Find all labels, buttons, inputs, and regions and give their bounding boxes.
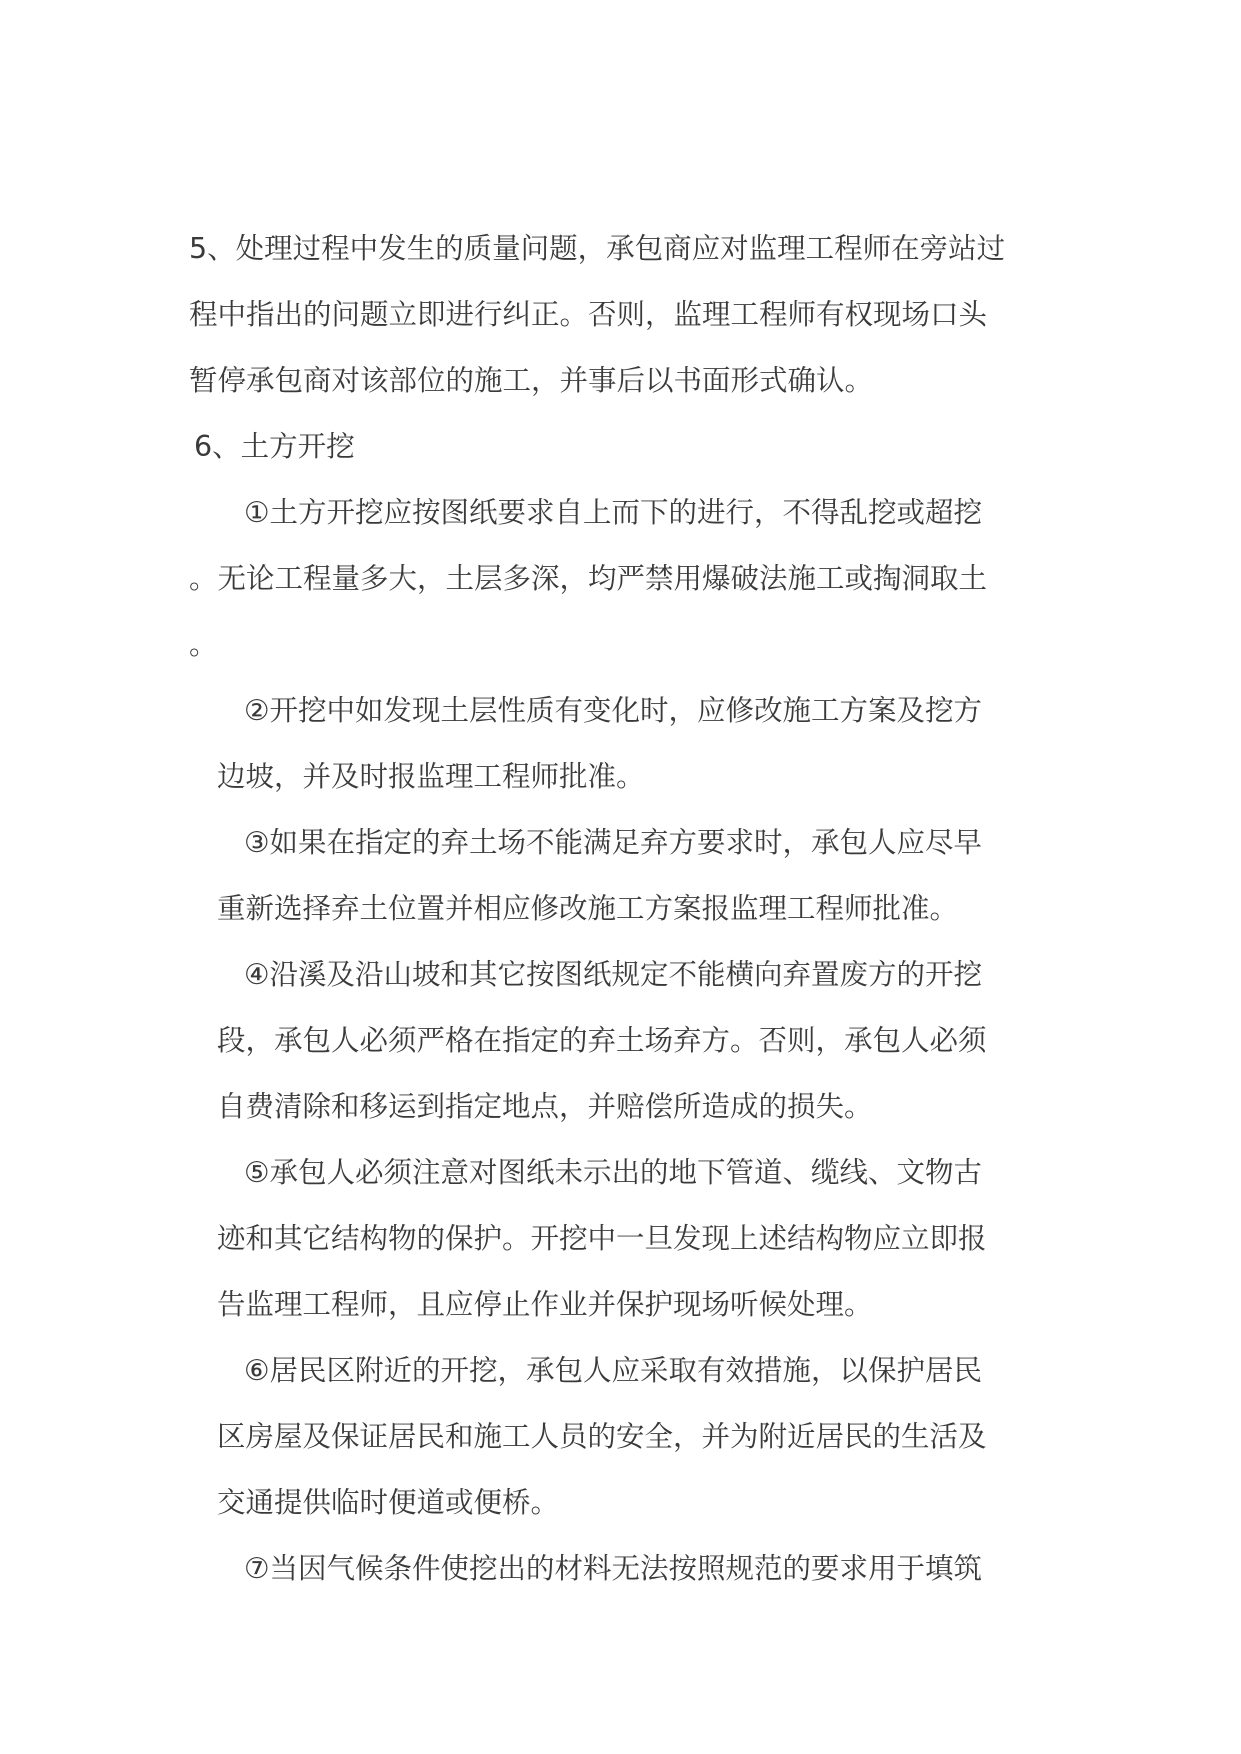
item-1-line-3: 。 [189,628,218,661]
item-4-line-1: ④沿溪及沿山坡和其它按图纸规定不能横向弃置废方的开挖 [244,958,983,991]
item-2-line-2: 边坡，并及时报监理工程师批准。 [217,760,645,793]
item-4-line-2: 段，承包人必须严格在指定的弃土场弃方。否则，承包人必须 [217,1024,987,1057]
item-6-line-1: ⑥居民区附近的开挖，承包人应采取有效措施，以保护居民 [244,1354,983,1387]
item-3-line-2: 重新选择弃土位置并相应修改施工方案报监理工程师批准。 [217,892,959,925]
item-5-line-1: ⑤承包人必须注意对图纸未示出的地下管道、缆线、文物古 [244,1156,983,1189]
item-3-line-1: ③如果在指定的弃土场不能满足弃方要求时，承包人应尽早 [244,826,983,859]
item-5-line-3: 告监理工程师，且应停止作业并保护现场听候处理。 [217,1288,873,1321]
item-6-line-2: 区房屋及保证居民和施工人员的安全，并为附近居民的生活及 [217,1420,987,1453]
paragraph-5-line-1: 5、处理过程中发生的质量问题，承包商应对监理工程师在旁站过 [189,232,1006,265]
item-2-line-1: ②开挖中如发现土层性质有变化时，应修改施工方案及挖方 [244,694,983,727]
section-heading-6: 6、土方开挖 [194,430,355,463]
item-7-line-1: ⑦当因气候条件使挖出的材料无法按照规范的要求用于填筑 [244,1552,983,1585]
item-6-line-3: 交通提供临时便道或便桥。 [217,1486,560,1519]
item-4-line-3: 自费清除和移运到指定地点，并赔偿所造成的损失。 [217,1090,873,1123]
paragraph-5-line-2: 程中指出的问题立即进行纠正。否则，监理工程师有权现场口头 [189,298,988,331]
item-1-line-1: ①土方开挖应按图纸要求自上而下的进行，不得乱挖或超挖 [244,496,983,529]
item-5-line-2: 迹和其它结构物的保护。开挖中一旦发现上述结构物应立即报 [217,1222,987,1255]
paragraph-5-line-3: 暂停承包商对该部位的施工，并事后以书面形式确认。 [189,364,874,397]
item-1-line-2: 。无论工程量多大，土层多深，均严禁用爆破法施工或掏洞取土 [189,562,988,595]
